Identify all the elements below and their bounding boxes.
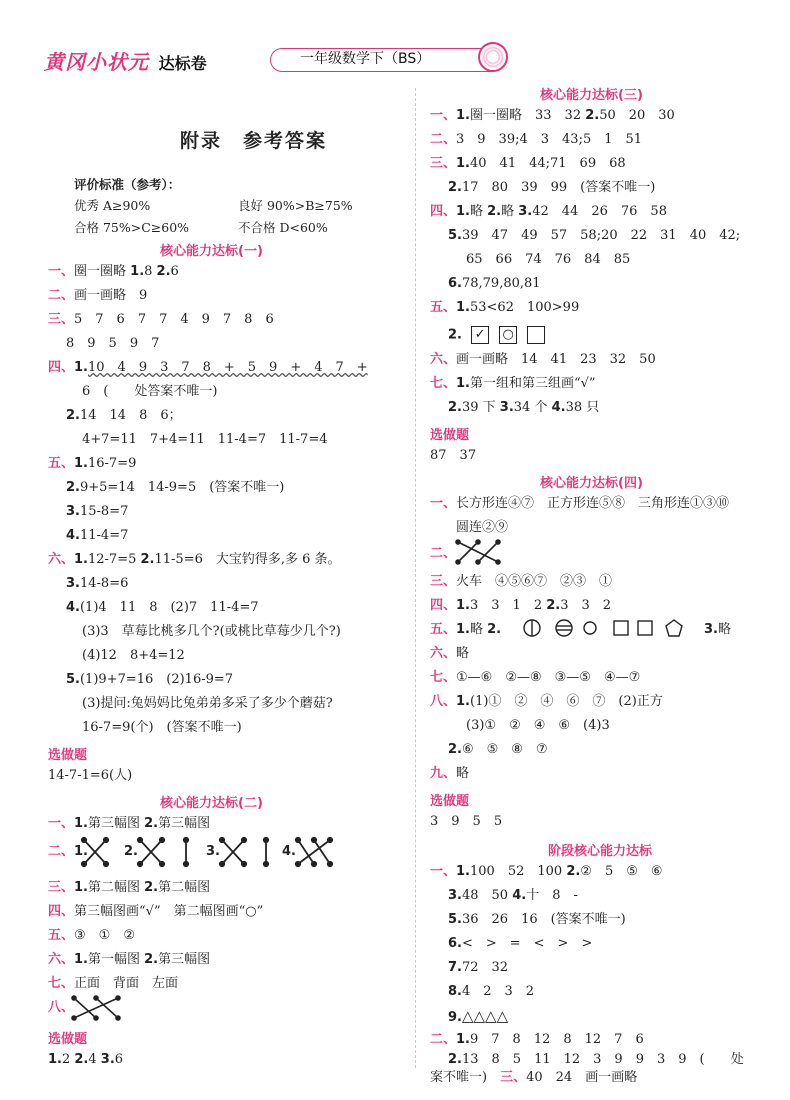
empty-box [527,326,545,344]
answer-line: 一、1.第三幅图 2.第三幅图 [48,816,211,831]
optional-answer: 3 9 5 5 [430,814,503,829]
answer-line: 65 66 74 76 84 85 [466,252,631,267]
check-box: ✓ [471,326,489,344]
answer-line: 3.略 [704,622,731,637]
answer-line: 六、略 [430,646,470,661]
answer-line: 3.15-8=7 [66,504,129,519]
answer-line: 一、1.100 52 100 2.② 5 ⑤ ⑥ [430,864,663,879]
answer-line: 四、第三幅图画“√” 第二幅图画“○” [48,904,264,919]
answer-line: 2.13 8 5 11 12 3 9 9 3 9 ( 处 [448,1052,744,1067]
brand-tail: 达标卷 [158,54,207,73]
answer-line: (3)提问:兔妈妈比兔弟弟多采了多少个蘑菇? [82,696,333,711]
column-divider [415,88,416,1068]
answer-line: 八、1.(1)① ② ④ ⑥ ⑦ (2)正方 [430,694,663,709]
answer-line: 8 9 5 9 7 [66,336,160,351]
answer-line: 9.△△△△ [448,1007,509,1025]
answer-line: 2.⑥ ⑤ ⑧ ⑦ [448,742,548,757]
shape-division-sketch [522,616,692,640]
book-title: 一年级数学下（BS） [300,51,431,67]
criteria-heading: 评价标准（参考）： [74,177,181,192]
answer-line: 5.39 47 49 57 58;20 22 31 40 42; [448,228,741,243]
answer-line: 二、画一画略 9 [48,288,148,303]
answer-line: 二、 [430,546,457,561]
criteria-fail: 不合格 D<60% [238,220,328,235]
answer-line: 五、1.略 2. [430,622,502,637]
cross-match-sketch [70,994,130,1022]
optional-label: 选做题 [430,428,470,443]
answer-line: 七、1.第一组和第三组画“√” [430,376,596,391]
answer-line: 3.14-8=6 [66,576,129,591]
answer-line: 三、火车 ④⑤⑥⑦ ②③ ① [430,574,613,589]
answer-line: 三、1.40 41 44;71 69 68 [430,156,626,171]
answer-line: 一、1.圈一圈略 33 32 2.50 20 30 [430,108,675,123]
answer-line: 三、5 7 6 7 7 4 9 7 8 6 [48,312,274,327]
section-title: 核心能力达标(四) [540,476,643,491]
section-title: 核心能力达标(二) [160,796,263,811]
matching-label: 2. [124,844,138,859]
answer-line: 3.48 50 4.十 8 - [448,888,578,903]
matching-label: 3. [206,844,220,859]
answer-line: 六、1.12-7=5 2.11-5=6 大宝钓得多,多 6 条。 [48,552,341,567]
answer-line: 16-7=9(个) (答案不唯一) [82,720,242,735]
circle-box: ○ [499,326,517,344]
answer-line: 一、长方形连④⑦ 正方形连⑤⑧ 三角形连①③⑩ [430,496,730,511]
optional-label: 选做题 [48,1032,88,1047]
answer-line: 4.11-4=7 [66,528,129,543]
answer-line: 5.(1)9+7=16 (2)16-9=7 [66,672,234,687]
answer-line: 六、1.第一幅图 2.第三幅图 [48,952,211,967]
brand-name: 黄冈小状元 [44,50,149,74]
answer-line: 五、③ ① ② [48,928,135,943]
answer-line: 4+7=11 7+4=11 11-4=7 11-7=4 [82,432,328,447]
answer-line: 6.78,79,80,81 [448,276,541,291]
answer-line: (3)3 草莓比桃多几个?(或桃比草莓少几个?) [82,624,341,639]
answer-line: 2. ✓ ○ [448,326,550,344]
page-title: 附录 参考答案 [180,130,328,152]
answer-line: 四、1.3 3 1 2 2.3 3 2 [430,598,612,613]
answer-line: 2.39 下 3.34 个 4.38 只 [448,400,600,415]
section-title: 核心能力达标(三) [540,88,643,103]
answer-line-matching: 二、1. [48,844,88,859]
answer-line: 五、1.16-7=9 [48,456,137,471]
answer-line: 2.17 80 39 99 (答案不唯一) [448,180,656,195]
answer-line: 六、画一画略 14 41 23 32 50 [430,352,656,367]
answer-line: 八、 [48,1000,75,1015]
criteria-good: 良好 90%>B≥75% [238,198,353,213]
answer-line: (3)① ② ④ ⑥ (4)3 [466,718,610,733]
section-title: 核心能力达标(一) [160,244,263,259]
answer-line: 2.9+5=14 14-9=5 (答案不唯一) [66,480,285,495]
answer-line: 九、略 [430,766,470,781]
optional-answer: 1.2 2.4 3.6 [48,1052,124,1067]
answer-line: 七、正面 背面 左面 [48,976,179,991]
answer-line: 5.36 26 16 (答案不唯一) [448,912,626,927]
answer-line: 二、1.9 7 8 12 8 12 7 6 [430,1032,644,1047]
optional-answer: 14-7-1=6(人) [48,768,133,783]
answer-line: 五、1.53<62 100>99 [430,300,580,315]
optional-answer: 87 37 [430,448,477,463]
answer-line: (4)12 8+4=12 [82,648,185,663]
answer-line: 4.(1)4 11 8 (2)7 11-4=7 [66,600,259,615]
answer-line: 6.< > = < > > [448,936,593,951]
answer-line: 二、3 9 39;4 3 43;5 1 51 [430,132,643,147]
answer-line: 2.14 14 8 6； [66,408,182,423]
section-title: 阶段核心能力达标 [548,844,653,859]
answer-line: 6 ( 处答案不唯一) [82,384,218,399]
answer-line: 四、1.略 2.略 3.42 44 26 76 58 [430,204,667,219]
brand-logo [44,46,207,75]
answer-line: 七、①—⑥ ②—⑧ ③—⑤ ④—⑦ [430,670,641,685]
criteria-pass: 合格 75%>C≥60% [74,220,190,235]
answer-line: 圆连②⑨ [456,520,509,535]
answer-line: 三、1.第二幅图 2.第二幅图 [48,880,211,895]
criteria-excellent: 优秀 A≥90% [74,198,151,213]
swirl-icon [478,42,508,72]
answer-line: 7.72 32 [448,960,509,975]
answer-line: 四、1.10 4 9 3 7 8 + 5 9 + 4 7 + [48,360,368,375]
cross-match-sketch [454,538,516,566]
answer-line: 案不唯一) 三、40 24 画一画略 [430,1070,638,1085]
matching-label: 4. [282,844,296,859]
optional-label: 选做题 [48,748,88,763]
answer-line: 8.4 2 3 2 [448,984,535,999]
answer-line: 一、圈一圈略 1.8 2.6 [48,264,179,279]
optional-label: 选做题 [430,794,470,809]
